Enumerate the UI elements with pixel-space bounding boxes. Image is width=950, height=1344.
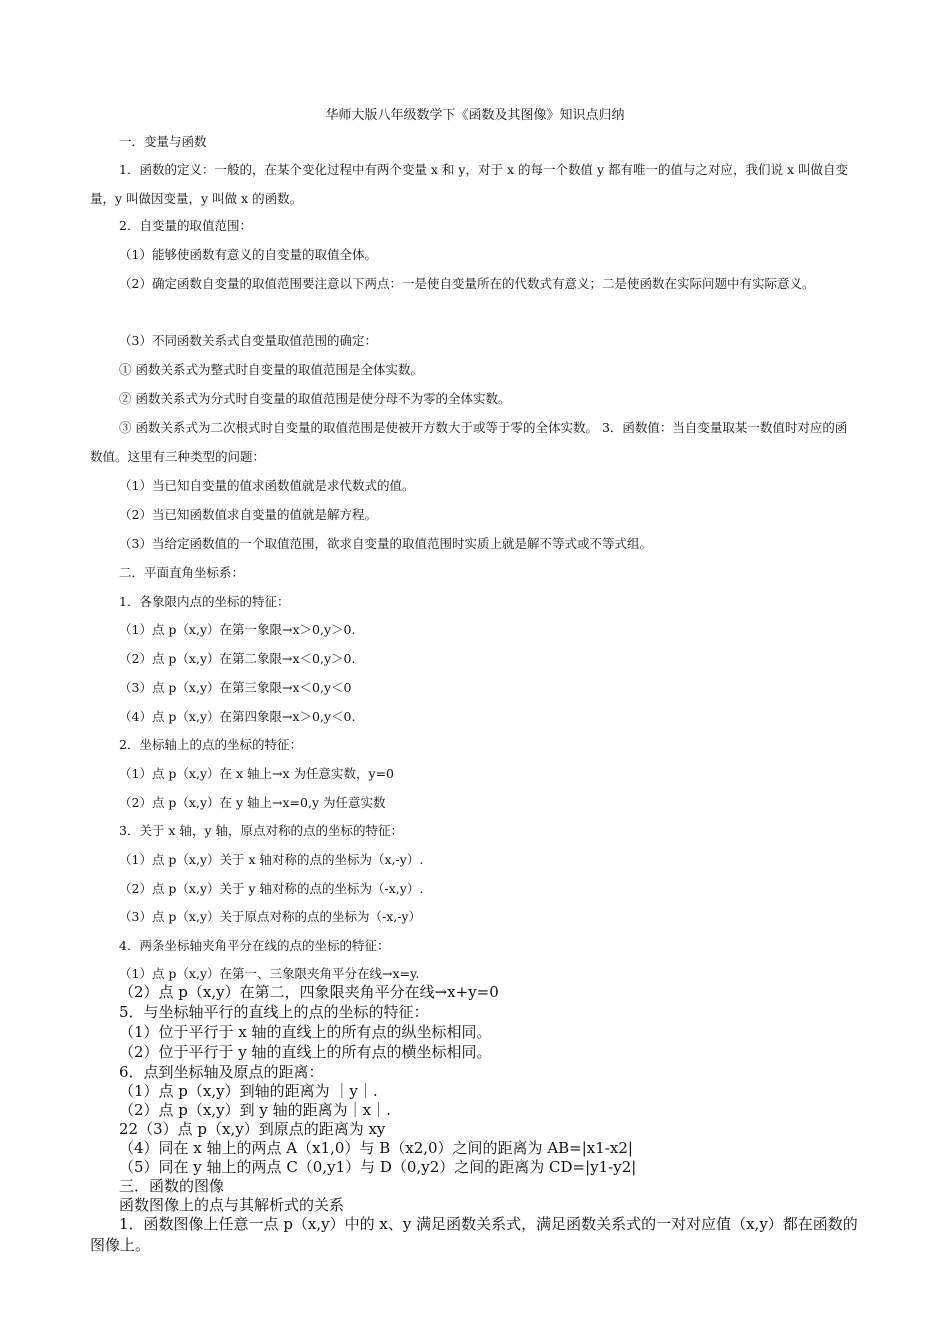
section-heading-2: 二．平面直角坐标系： xyxy=(119,565,245,580)
paragraph-bisector-2: （2）点 p（x,y）在第二，四象限夹角平分在线→x+y=0 xyxy=(119,983,499,1001)
paragraph-parallel-1: （1）位于平行于 x 轴的直线上的所有点的纵坐标相同。 xyxy=(119,1023,492,1041)
paragraph-axis-2: （2）点 p（x,y）在 y 轴上→x=0,y 为任意实数 xyxy=(119,795,386,810)
paragraph-domain-heading: 2．自变量的取值范围： xyxy=(119,218,252,233)
paragraph-value-2: （2）当已知函数值求自变量的值就是解方程。 xyxy=(119,507,377,522)
paragraph-case-2: ② 函数关系式为分式时自变量的取值范围是使分母不为零的全体实数。 xyxy=(119,391,511,406)
paragraph-domain-1: （1）能够使函数有意义的自变量的取值全体。 xyxy=(119,247,377,262)
paragraph-symmetry-3: （3）点 p（x,y）关于原点对称的点的坐标为（-x,-y） xyxy=(119,909,422,924)
paragraph-bisector-1: （1）点 p（x,y）在第一、三象限夹角平分在线→x=y. xyxy=(119,966,420,981)
paragraph-symmetry-2: （2）点 p（x,y）关于 y 轴对称的点的坐标为（-x,y）. xyxy=(119,881,424,896)
paragraph-graph-relation: 函数图像上的点与其解析式的关系 xyxy=(119,1196,345,1214)
paragraph-symmetry-heading: 3．关于 x 轴，y 轴，原点对称的点的坐标的特征： xyxy=(119,823,403,838)
paragraph-distance-4: （4）同在 x 轴上的两点 A（x1,0）与 B（x2,0）之间的距离为 AB=|x1-x2| xyxy=(119,1139,633,1157)
paragraph-distance-2: （2）点 p（x,y）到 y 轴的距离为｜x｜. xyxy=(119,1101,391,1119)
paragraph-quadrant-1: （1）点 p（x,y）在第一象限→x＞0,y＞0. xyxy=(119,622,356,637)
paragraph-quadrant-heading: 1．各象限内点的坐标的特征： xyxy=(119,594,290,609)
document-title: 华师大版八年级数学下《函数及其图像》知识点归纳 xyxy=(325,108,625,123)
paragraph-case-3: ③ 函数关系式为二次根式时自变量的取值范围是使被开方数大于或等于零的全体实数。 3．函数值：当自变量取某一数值时对应的函数值。这里有三种类型的问题： xyxy=(90,420,848,464)
paragraph-value-1: （1）当已知自变量的值求函数值就是求代数式的值。 xyxy=(119,478,415,493)
paragraph-quadrant-3: （3）点 p（x,y）在第三象限→x＜0,y＜0 xyxy=(119,680,352,695)
paragraph-axis-heading: 2．坐标轴上的点的坐标的特征： xyxy=(119,737,302,752)
paragraph-function-definition: 1．函数的定义：一般的，在某个变化过程中有两个变量 x 和 y，对于 x 的每一个数值 y 都有唯一的值与之对应，我们说 x 叫做自变量，y 叫做因变量，y 叫做 x 的函数。 xyxy=(90,162,848,206)
paragraph-distance-heading: 6．点到坐标轴及原点的距离： xyxy=(119,1063,324,1081)
paragraph-symmetry-1: （1）点 p（x,y）关于 x 轴对称的点的坐标为（x,-y）. xyxy=(119,852,424,867)
paragraph-axis-1: （1）点 p（x,y）在 x 轴上→x 为任意实数，y=0 xyxy=(119,766,394,781)
paragraph-value-3: （3）当给定函数值的一个取值范围，欲求自变量的取值范围时实质上就是解不等式或不等式组。 xyxy=(119,536,652,551)
section-heading-3: 三．函数的图像 xyxy=(119,1177,225,1195)
paragraph-quadrant-4: （4）点 p（x,y）在第四象限→x＞0,y＜0. xyxy=(119,709,356,724)
paragraph-graph-point: 1．函数图像上任意一点 p（x,y）中的 x、y 满足函数关系式，满足函数关系式的一对对应值（x,y）都在函数的图像上。 xyxy=(90,1215,858,1254)
paragraph-parallel-2: （2）位于平行于 y 轴的直线上的所有点的横坐标相同。 xyxy=(119,1043,492,1061)
paragraph-domain-3: （3）不同函数关系式自变量取值范围的确定： xyxy=(119,333,377,348)
section-heading-1: 一．变量与函数 xyxy=(119,134,207,149)
paragraph-bisector-heading: 4．两条坐标轴夹角平分在线的点的坐标的特征： xyxy=(119,938,390,953)
paragraph-distance-1: （1）点 p（x,y）到轴的距离为 ｜y｜. xyxy=(119,1082,378,1100)
paragraph-distance-3: 22（3）点 p（x,y）到原点的距离为 xy xyxy=(119,1120,386,1138)
paragraph-distance-5: （5）同在 y 轴上的两点 C（0,y1）与 D（0,y2）之间的距离为 CD=|y1-y2| xyxy=(119,1158,637,1176)
paragraph-quadrant-2: （2）点 p（x,y）在第二象限→x＜0,y＞0. xyxy=(119,651,356,666)
paragraph-domain-2: （2）确定函数自变量的取值范围要注意以下两点：一是使自变量所在的代数式有意义；二是使函数在实际问题中有实际意义。 xyxy=(119,276,815,291)
paragraph-case-1: ① 函数关系式为整式时自变量的取值范围是全体实数。 xyxy=(119,362,423,377)
paragraph-parallel-heading: 5．与坐标轴平行的直线上的点的坐标的特征： xyxy=(119,1003,429,1021)
